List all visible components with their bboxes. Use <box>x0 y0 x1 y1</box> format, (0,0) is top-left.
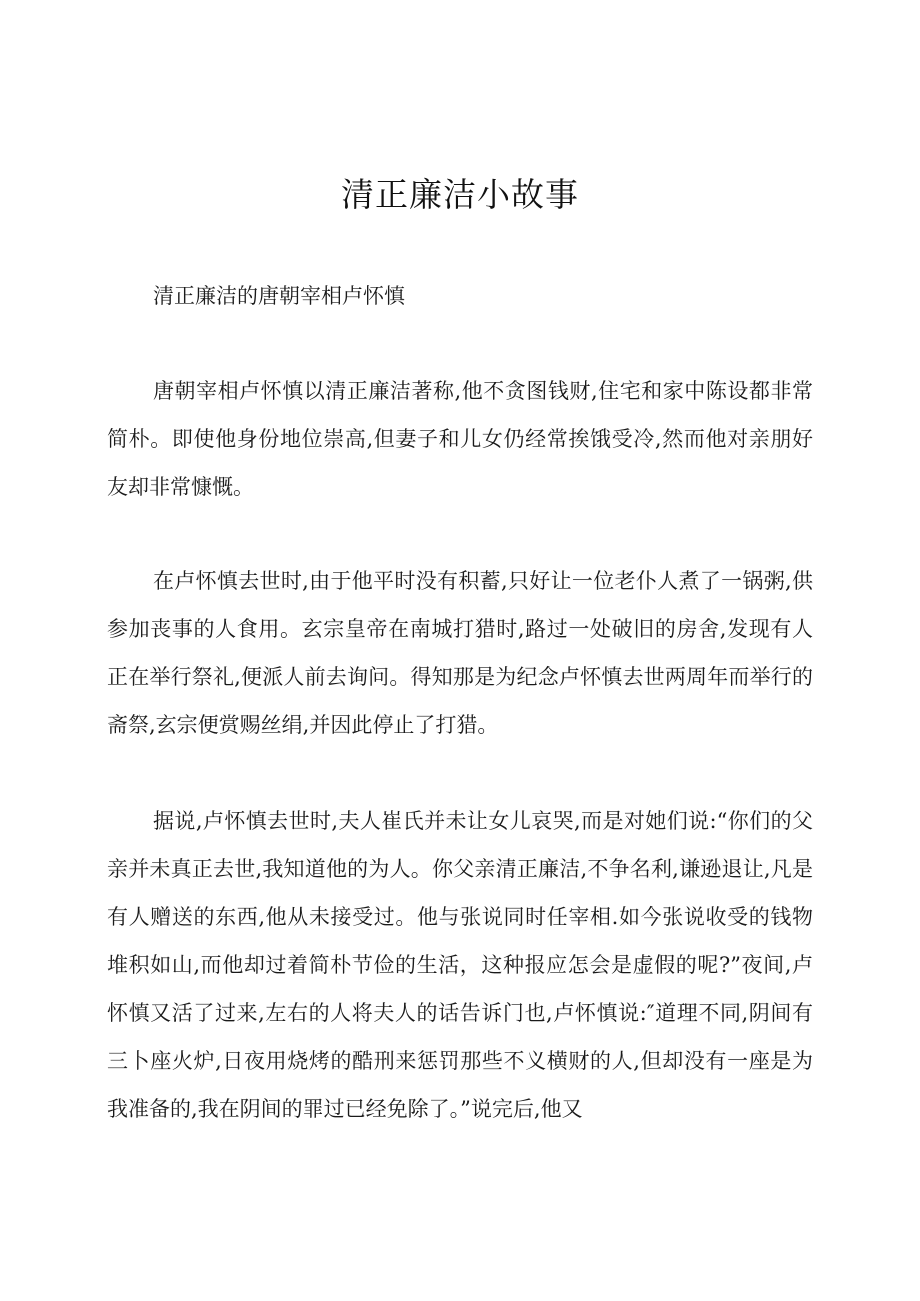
paragraph-1: 唐朝宰相卢怀慎以清正廉洁著称,他不贪图钱财,住宅和家中陈设都非常简朴。即使他身份地位崇高,但妻子和儿女仍经常挨饿受冷,然而他对亲朋好友却非常慷慨。 <box>107 379 813 499</box>
document-title: 清正廉洁小故事 <box>341 175 579 214</box>
paragraph-2: 在卢怀慎去世时,由于他平时没有积蓄,只好让一位老仆人煮了一锅粥,供参加丧事的人食用。玄宗皇帝在南城打猎时,路过一处破旧的房舍,发现有人正在举行祭礼,便派人前去询问。得知那是为纪念卢怀慎去世两周年而举行的斋祭,玄宗便赏赐丝绢,并因此停止了打猎。 <box>107 569 813 737</box>
paragraph-3: 据说,卢怀慎去世时,夫人崔氏并未让女儿哀哭,而是对她们说:“你们的父亲并未真正去世,我知道他的为人。你父亲清正廉洁,不争名利,谦逊退让,凡是有人赠送的东西,他从未接受过。他与张说同时任宰相.如今张说收受的钱物堆积如山,而他却过着简朴节俭的生活，这种报应怎会是虚假的呢?”夜间,卢怀慎又活了过来,左右的人将夫人的话告诉门也,卢怀慎说:″道理不同,阴间有三卜座火炉,日夜用烧烤的酷刑来惩罚那些不义横财的人,但却没有一座是为我准备的,我在阴间的罪过已经免除了。”说完后,他又 <box>107 809 813 1121</box>
story-heading: 清正廉洁的唐朝宰相卢怀慎 <box>153 284 405 308</box>
